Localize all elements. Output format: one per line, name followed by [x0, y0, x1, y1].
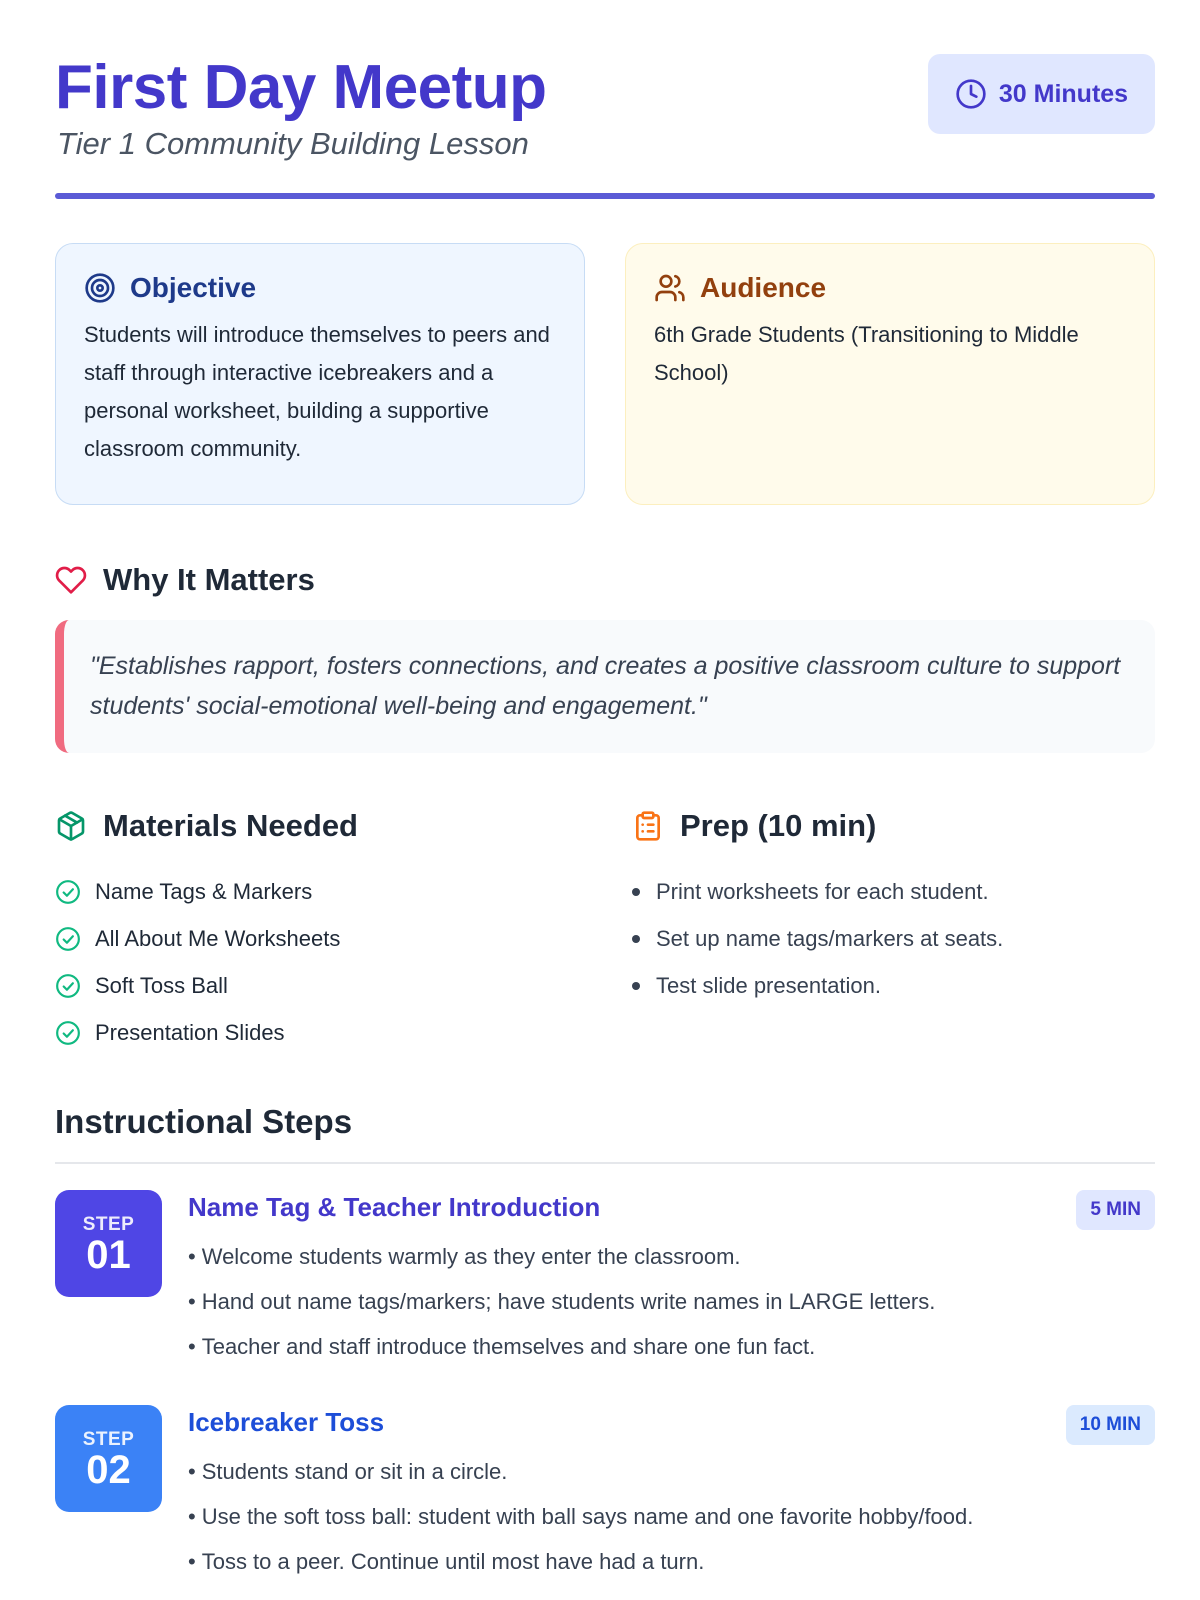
list-item: • Hand out name tags/markers; have students write names in LARGE letters. — [188, 1279, 935, 1324]
objective-text: Students will introduce themselves to peers and staff through interactive icebreakers and a personal worksheet, building a supportive classroom community. — [84, 322, 550, 461]
page-subtitle: Tier 1 Community Building Lesson — [57, 126, 529, 161]
heart-icon — [55, 564, 87, 596]
target-icon — [84, 272, 116, 304]
duration-label: 30 Minutes — [998, 79, 1129, 108]
prep-item-text: Test slide presentation. — [656, 972, 882, 998]
lesson-plan-page — [55, 0, 1155, 1600]
step-bullets — [188, 1449, 973, 1584]
prep-heading: Prep (10 min) — [680, 808, 877, 843]
step-bullets — [188, 1234, 935, 1369]
audience-text: 6th Grade Students (Transitioning to Middle School) — [654, 322, 1079, 385]
header — [55, 52, 1155, 202]
objective-header — [84, 272, 556, 304]
users-icon — [654, 272, 686, 304]
package-icon — [55, 810, 87, 842]
material-label: Presentation Slides — [95, 1019, 285, 1045]
duration-badge — [928, 54, 1155, 134]
page-title: First Day Meetup — [55, 53, 547, 122]
step-number-box — [55, 1405, 162, 1512]
list-item — [632, 962, 1152, 1009]
step-title: Icebreaker Toss — [188, 1407, 385, 1437]
list-item: • Students stand or sit in a circle. — [188, 1449, 973, 1494]
objective-heading: Objective — [130, 272, 257, 303]
prep-item-text: Set up name tags/markers at seats. — [656, 925, 1004, 951]
materials-list — [55, 868, 595, 1056]
step-number: 02 — [86, 1448, 131, 1492]
bullet-dot — [632, 982, 640, 990]
step-word: STEP — [82, 1214, 135, 1235]
prep-header — [632, 808, 876, 844]
list-item — [632, 868, 1152, 915]
check-circle-icon — [55, 973, 81, 999]
materials-heading: Materials Needed — [103, 808, 358, 843]
objective-card — [55, 243, 585, 505]
bullet-dot — [632, 888, 640, 896]
step-duration-badge: 5 MIN — [1076, 1190, 1155, 1230]
audience-card — [625, 243, 1155, 505]
bullet-dot — [632, 935, 640, 943]
steps-heading: Instructional Steps — [55, 1103, 353, 1140]
why-quote-block — [55, 620, 1155, 753]
clock-icon — [955, 78, 987, 110]
prep-item-text: Print worksheets for each student. — [656, 878, 989, 904]
check-circle-icon — [55, 1020, 81, 1046]
steps-divider — [55, 1162, 1155, 1164]
list-item: • Use the soft toss ball: student with ball says name and one favorite hobby/food. — [188, 1494, 973, 1539]
list-item — [55, 868, 595, 915]
step-duration-badge: 10 MIN — [1066, 1405, 1155, 1445]
audience-heading: Audience — [700, 272, 827, 303]
list-item — [55, 915, 595, 962]
check-circle-icon — [55, 926, 81, 952]
material-label: All About Me Worksheets — [95, 925, 341, 951]
list-item — [55, 1009, 595, 1056]
list-item: • Teacher and staff introduce themselves and share one fun fact. — [188, 1324, 935, 1369]
clipboard-icon — [632, 810, 664, 842]
header-divider — [55, 193, 1155, 199]
step-number: 01 — [86, 1233, 131, 1277]
why-it-matters-heading: Why It Matters — [103, 562, 315, 597]
list-item: • Toss to a peer. Continue until most have had a turn. — [188, 1539, 973, 1584]
step-number-box — [55, 1190, 162, 1297]
list-item — [632, 915, 1152, 962]
material-label: Name Tags & Markers — [95, 878, 313, 904]
audience-header — [654, 272, 1126, 304]
check-circle-icon — [55, 879, 81, 905]
material-label: Soft Toss Ball — [95, 972, 228, 998]
list-item — [55, 962, 595, 1009]
materials-header — [55, 808, 358, 844]
prep-list — [632, 868, 1152, 1009]
step-word: STEP — [82, 1429, 135, 1450]
why-it-matters-header — [55, 562, 315, 598]
list-item: • Welcome students warmly as they enter the classroom. — [188, 1234, 935, 1279]
why-quote-text: "Establishes rapport, fosters connections, and creates a positive classroom culture to support students' social-emotional well-being and engagement." — [90, 652, 1121, 720]
step-title: Name Tag & Teacher Introduction — [188, 1192, 601, 1222]
